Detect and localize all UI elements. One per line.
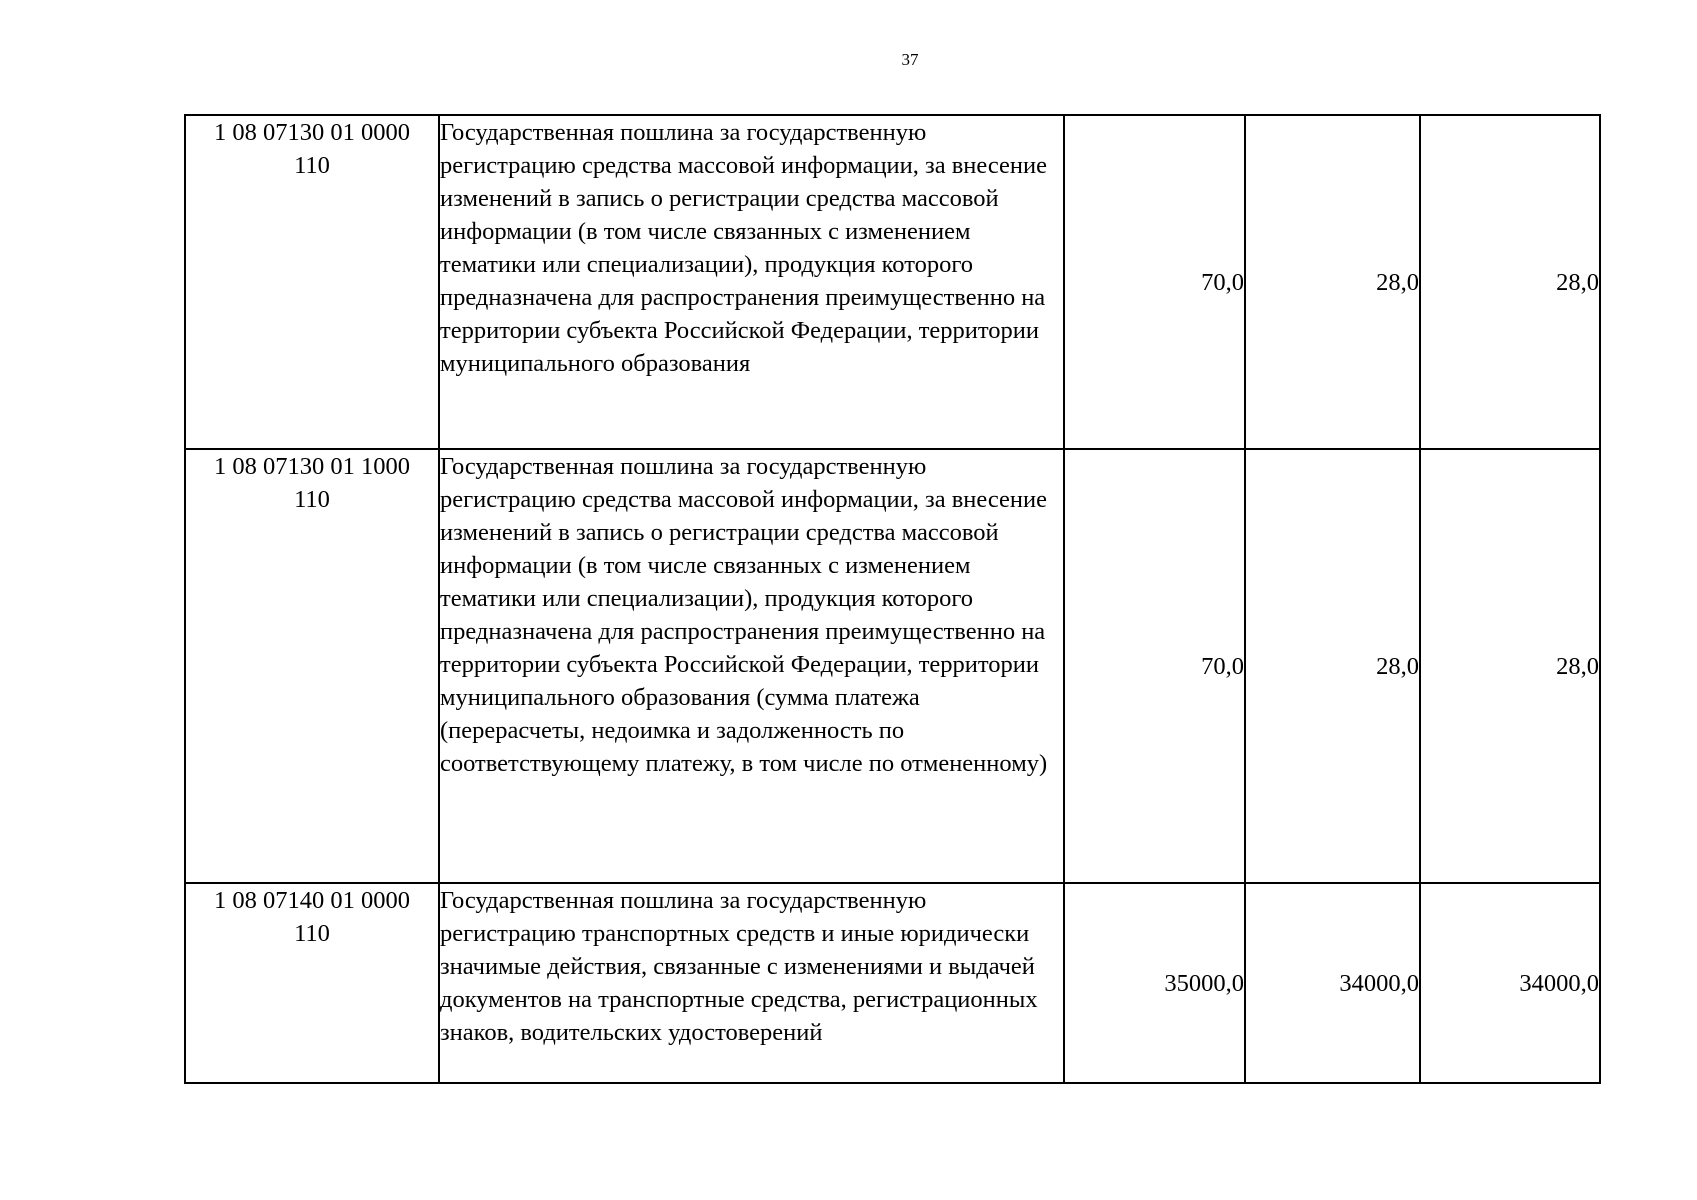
- budget-code-part1: 1 08 07130 01 0000: [214, 119, 410, 146]
- value-cell-1: 35000,0: [1064, 883, 1245, 1083]
- budget-code-part2: 110: [294, 920, 330, 947]
- revenue-table: [184, 114, 1601, 1084]
- budget-code-cell: [185, 115, 439, 449]
- value-cell-3: 28,0: [1420, 449, 1600, 883]
- page-number: 37: [901, 50, 919, 69]
- value-cell-2: 28,0: [1245, 449, 1420, 883]
- value-cell-3: 28,0: [1420, 115, 1600, 449]
- value-cell-1: 70,0: [1064, 115, 1245, 449]
- budget-code-part1: 1 08 07130 01 1000: [214, 453, 410, 480]
- value-cell-1: 70,0: [1064, 449, 1245, 883]
- value-cell-2: 28,0: [1245, 115, 1420, 449]
- budget-code-part1: 1 08 07140 01 0000: [214, 887, 410, 914]
- description-cell: Государственная пошлина за государственную регистрацию средства массовой информации, за внесение изменений в запись о регистрации средства массовой информации (в том числе связанных с изменением тематики или специализации), продукция которого предназначена для распространения преимущественно на территории субъекта Российской Федерации, территории муниципального образования (сумма платежа (перерасчеты, недоимка и задолженность по соответствующему платежу, в том числе по отмененному): [439, 449, 1064, 883]
- budget-code-part2: 110: [294, 486, 330, 513]
- table-row: [185, 883, 1600, 1083]
- budget-code-cell: [185, 883, 439, 1083]
- description-cell: Государственная пошлина за государственную регистрацию транспортных средств и иные юридически значимые действия, связанные с изменениями и выдачей документов на транспортные средства, регистрационных знаков, водительских удостоверений: [439, 883, 1064, 1083]
- table-row: [185, 449, 1600, 883]
- description-cell: Государственная пошлина за государственную регистрацию средства массовой информации, за внесение изменений в запись о регистрации средства массовой информации (в том числе связанных с изменением тематики или специализации), продукция которого предназначена для распространения преимущественно на территории субъекта Российской Федерации, территории муниципального образования: [439, 115, 1064, 449]
- value-cell-3: 34000,0: [1420, 883, 1600, 1083]
- table-row: [185, 115, 1600, 449]
- value-cell-2: 34000,0: [1245, 883, 1420, 1083]
- budget-code-part2: 110: [294, 152, 330, 179]
- budget-code-cell: [185, 449, 439, 883]
